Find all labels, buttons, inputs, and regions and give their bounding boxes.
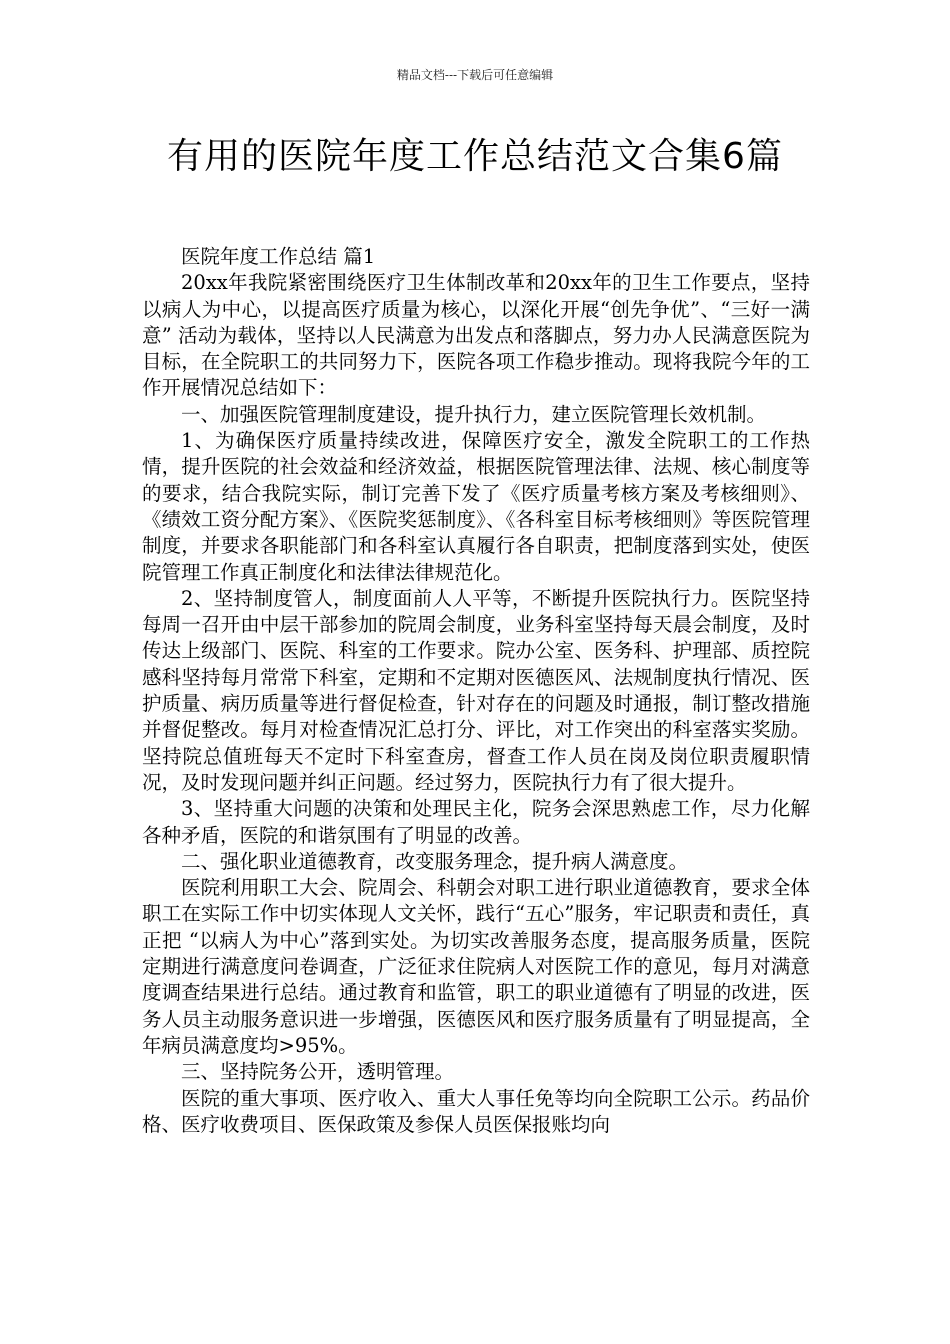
paragraph: 3、坚持重大问题的决策和处理民主化，院务会深思熟虑工作，尽力化解各种矛盾，医院的和谐氛围有了明显的改善。	[142, 797, 810, 847]
paragraph: 二、强化职业道德教育，改变服务理念，提升病人满意度。	[181, 849, 689, 873]
document-title: 有用的医院年度工作总结范文合集6篇	[167, 136, 783, 177]
paragraph: 医院的重大事项、医疗收入、重大人事任免等均向全院职工公示。药品价格、医疗收费项目、医保政策及参保人员医保报账均向	[142, 1086, 810, 1136]
document-body	[142, 244, 810, 1138]
section-heading: 医院年度工作总结 篇1	[181, 245, 376, 268]
paragraph: 一、加强医院管理制度建设，提升执行力，建立医院管理长效机制。	[181, 402, 767, 426]
paragraph: 三、坚持院务公开，透明管理。	[181, 1060, 455, 1084]
paragraph: 20xx年我院紧密围绕医疗卫生体制改革和20xx年的卫生工作要点，坚持以病人为中心，以提高医疗质量为核心，以深化开展“创先争优”、“三好一满意” 活动为载体，坚持以人民满意为出发点和落脚点，努力办人民满意医院为目标，在全院职工的共同努力下，医院各项工作稳步推动。现将我院今年的工作开展情况总结如下：	[142, 271, 810, 400]
paragraph: 医院利用职工大会、院周会、科朝会对职工进行职业道德教育，要求全体职工在实际工作中切实体现人文关怀，践行“五心”服务，牢记职责和责任，真正把 “以病人为中心”落到实处。为切实改善服务态度，提高服务质量，医院定期进行满意度问卷调查，广泛征求住院病人对医院工作的意见，每月对满意度调查结果进行总结。通过教育和监管，职工的职业道德有了明显的改进，医务人员主动服务意识进一步增强，医德医风和医疗服务质量有了明显提高，全年病员满意度均>95%。	[142, 876, 810, 1057]
paragraph: 2、坚持制度管人，制度面前人人平等，不断提升医院执行力。医院坚持每周一召开由中层干部参加的院周会制度，业务科室坚持每天晨会制度，及时传达上级部门、医院、科室的工作要求。院办公室、医务科、护理部、质控院感科坚持每月常常下科室，定期和不定期对医德医风、法规制度执行情况、医护质量、病历质量等进行督促检查，针对存在的问题及时通报，制订整改措施并督促整改。每月对检查情况汇总打分、评比，对工作突出的科室落实奖励。坚持院总值班每天不定时下科室查房，督查工作人员在岗及岗位职责履职情况，及时发现问题并纠正问题。经过努力，医院执行力有了很大提升。	[142, 586, 810, 794]
paragraph: 1、为确保医疗质量持续改进，保障医疗安全，激发全院职工的工作热情，提升医院的社会效益和经济效益，根据医院管理法律、法规、核心制度等的要求，结合我院实际，制订完善下发了《医疗质量考核方案及考核细则》、《绩效工资分配方案》、《医院奖惩制度》、《各科室目标考核细则》等医院管理制度，并要求各职能部门和各科室认真履行各自职责，把制度落到实处，使医院管理工作真正制度化和法律法律规范化。	[142, 429, 810, 584]
header-note: 精品文档---下载后可任意编辑	[396, 68, 554, 82]
